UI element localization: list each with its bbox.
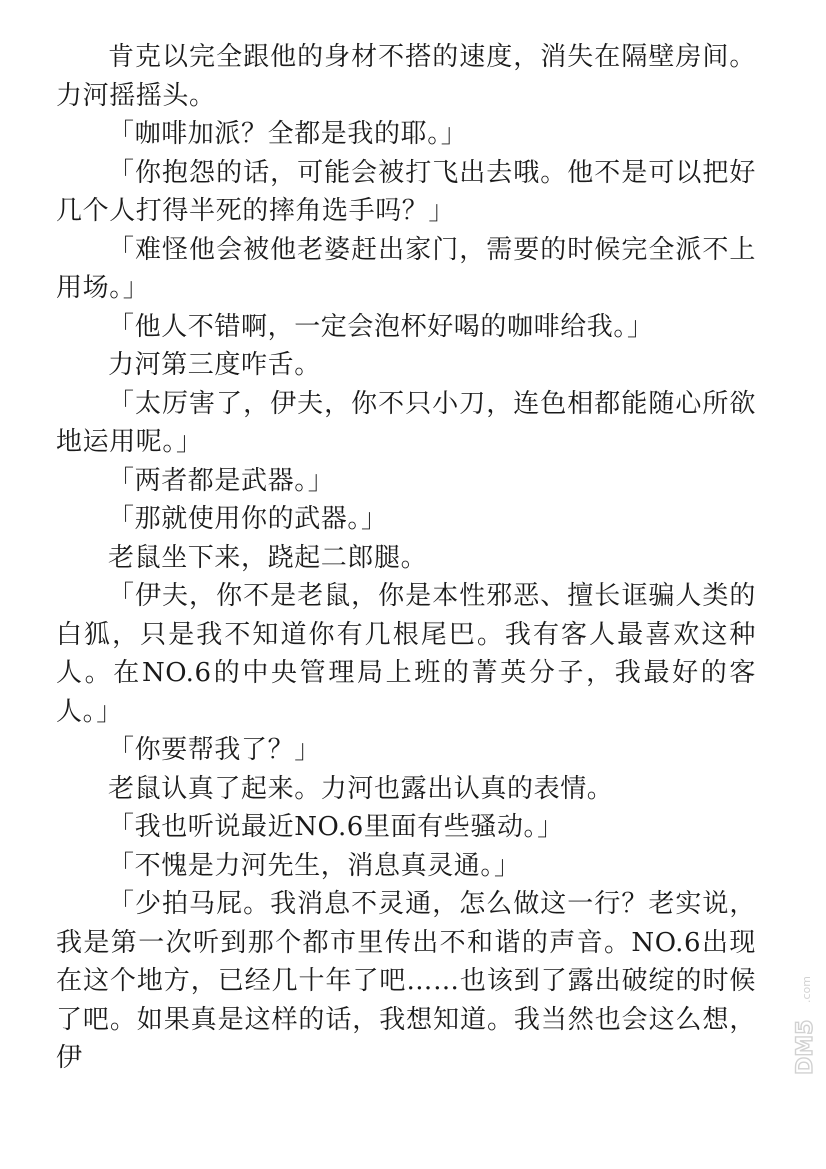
paragraph: 「那就使用你的武器。」 xyxy=(108,504,388,534)
svg-text:.com: .com xyxy=(800,976,813,1003)
paragraph: 「太厉害了，伊夫，你不只小刀，连色相都能随心所欲地运用呢。」 xyxy=(56,388,756,457)
watermark-logo xyxy=(786,957,820,1077)
paragraph: 「伊夫，你不是老鼠，你是本性邪恶、擅长诓骗人类的白狐，只是我不知道你有几根尾巴。我有客人最喜欢这种人。在NO.6的中央管理局上班的菁英分子，我最好的客人。」 xyxy=(56,581,756,727)
paragraph: 老鼠认真了起来。力河也露出认真的表情。 xyxy=(108,773,614,804)
page-text xyxy=(56,38,756,1078)
paragraph: 「你要帮我了？」 xyxy=(108,735,321,765)
paragraph: 老鼠坐下来，跷起二郎腿。 xyxy=(108,542,428,573)
svg-text:DM5: DM5 xyxy=(793,1019,818,1075)
paragraph: 「我也听说最近NO.6里面有些骚动。」 xyxy=(108,812,564,842)
paragraph: 肯克以完全跟他的身材不搭的速度，消失在隔壁房间。力河摇摇头。 xyxy=(56,42,756,111)
paragraph: 力河第三度咋舌。 xyxy=(108,350,321,380)
paragraph: 「不愧是力河先生，消息真灵通。」 xyxy=(108,850,521,881)
paragraph: 「难怪他会被他老婆赶出家门，需要的时候完全派不上用场。」 xyxy=(56,234,756,303)
paragraph: 「少拍马屁。我消息不灵通，怎么做这一行？老实说，我是第一次听到那个都市里传出不和谐的声音。NO.6出现在这个地方，已经几十年了吧……也该到了露出破绽的时候了吧。如果真是这样的话，我想知道。我当然也会这么想，伊 xyxy=(56,889,756,1073)
paragraph: 「你抱怨的话，可能会被打飞出去哦。他不是可以把好几个人打得半死的摔角选手吗？」 xyxy=(56,157,756,226)
paragraph: 「他人不错啊，一定会泡杯好喝的咖啡给我。」 xyxy=(108,311,654,342)
paragraph: 「两者都是武器。」 xyxy=(108,465,335,496)
paragraph: 「咖啡加派？全都是我的耶。」 xyxy=(108,119,468,149)
